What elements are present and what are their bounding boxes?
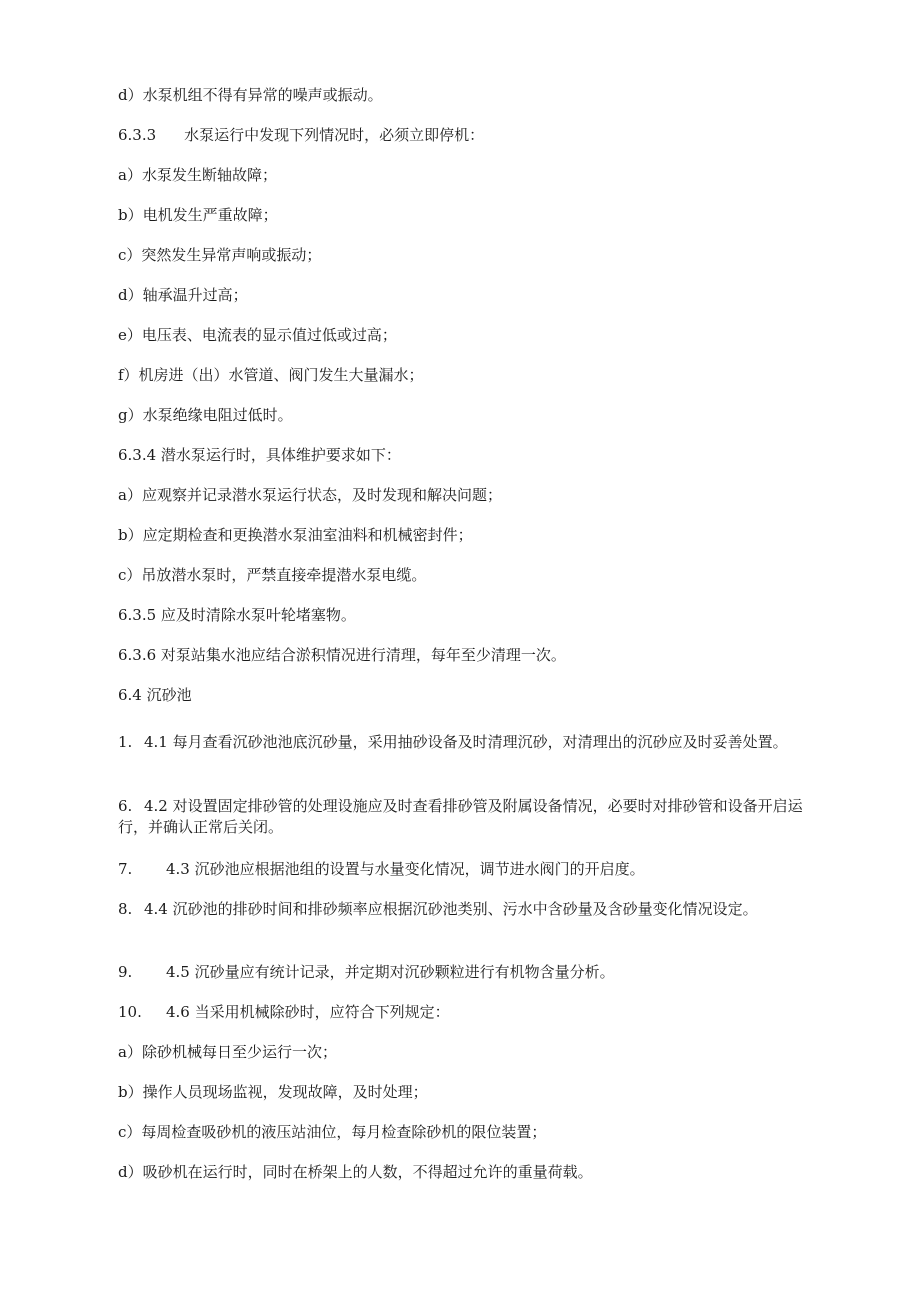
numbered-item bbox=[118, 962, 808, 983]
numbered-item bbox=[118, 899, 808, 920]
paragraph-pump-noise: d）水泵机组不得有异常的噪声或振动。 bbox=[118, 86, 383, 104]
list-item: f）机房进（出）水管道、阀门发生大量漏水； bbox=[118, 366, 424, 384]
list-item: c）突然发生异常声响或振动； bbox=[118, 246, 322, 264]
list-item: c）吊放潜水泵时，严禁直接牵提潜水泵电缆。 bbox=[118, 566, 427, 584]
list-item: a）除砂机械每日至少运行一次； bbox=[118, 1043, 337, 1061]
section-title-6-4: 6.4 沉砂池 bbox=[118, 686, 192, 704]
clause-6-3-6: 6.3.6 对泵站集水池应结合淤积情况进行清理，每年至少清理一次。 bbox=[118, 646, 566, 664]
list-item: b）应定期检查和更换潜水泵油室油料和机械密封件； bbox=[118, 526, 473, 544]
item-text: 4.6 当采用机械除砂时，应符合下列规定： bbox=[166, 1003, 450, 1021]
numbered-item bbox=[118, 859, 808, 880]
list-item: b）电机发生严重故障； bbox=[118, 206, 278, 224]
list-item: g）水泵绝缘电阻过低时。 bbox=[118, 406, 293, 424]
clause-6-3-3 bbox=[118, 125, 808, 146]
clause-6-3-5: 6.3.5 应及时清除水泵叶轮堵塞物。 bbox=[118, 606, 356, 624]
item-number: 10. bbox=[118, 1003, 142, 1021]
item-text: 4.1 每月查看沉砂池池底沉砂量，采用抽砂设备及时清理沉砂，对清理出的沉砂应及时妥善处置。 bbox=[144, 733, 788, 751]
clause-number: 6.3.3 bbox=[118, 126, 157, 144]
numbered-item bbox=[118, 796, 808, 838]
list-item: e）电压表、电流表的显示值过低或过高； bbox=[118, 326, 397, 344]
item-number: 7. bbox=[118, 860, 133, 878]
list-item: a）水泵发生断轴故障； bbox=[118, 166, 277, 184]
list-item: c）每周检查吸砂机的液压站油位，每月检查除砂机的限位装置； bbox=[118, 1123, 547, 1141]
item-text: 4.3 沉砂池应根据池组的设置与水量变化情况，调节进水阀门的开启度。 bbox=[166, 860, 645, 878]
clause-text: 水泵运行中发现下列情况时，必须立即停机： bbox=[184, 126, 485, 144]
list-item: a）应观察并记录潜水泵运行状态，及时发现和解决问题； bbox=[118, 486, 502, 504]
item-number: 9. bbox=[118, 963, 133, 981]
item-number: 6. bbox=[118, 797, 133, 815]
item-number: 8. bbox=[118, 900, 133, 918]
item-text: 4.5 沉砂量应有统计记录，并定期对沉砂颗粒进行有机物含量分析。 bbox=[166, 963, 615, 981]
list-item: b）操作人员现场监视，发现故障，及时处理； bbox=[118, 1083, 428, 1101]
clause-6-3-4: 6.3.4 潜水泵运行时，具体维护要求如下： bbox=[118, 446, 401, 464]
list-item: d）吸砂机在运行时，同时在桥架上的人数，不得超过允许的重量荷载。 bbox=[118, 1163, 593, 1181]
item-number: 1. bbox=[118, 733, 133, 751]
item-text: 4.4 沉砂池的排砂时间和排砂频率应根据沉砂池类别、污水中含砂量及含砂量变化情况设定。 bbox=[144, 900, 758, 918]
item-text: 4.2 对设置固定排砂管的处理设施应及时查看排砂管及附属设备情况，必要时对排砂管和设备开启运行，并确认正常后关闭。 bbox=[118, 797, 803, 836]
list-item: d）轴承温升过高； bbox=[118, 286, 248, 304]
numbered-item bbox=[118, 732, 808, 753]
numbered-item bbox=[118, 1002, 808, 1023]
